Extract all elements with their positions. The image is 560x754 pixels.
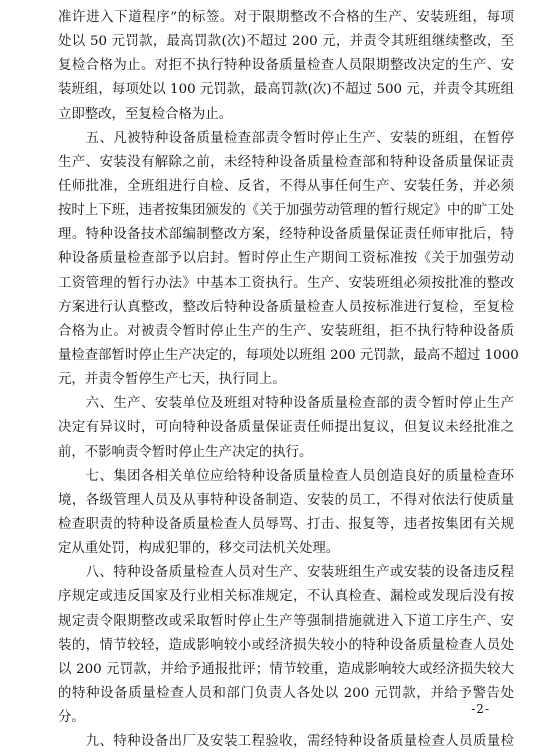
text-line: 决定有异议时，可向特种设备质量保证责任师提出复议，但复议未经批准之 — [58, 420, 514, 436]
text-line: 处以 50 元罚款，最高罚款(次)不超过 200 元，并责令其班组继续整改，至 — [58, 34, 514, 50]
text-line: 复检合格为止。对拒不执行特种设备质量检查人员限期整改决定的生产、安 — [58, 58, 514, 74]
text-line: 合格为止。对被责令暂时停止生产的生产、安装班组，拒不执行特种设备质 — [58, 323, 514, 339]
text-line: 任师批准，全班组进行自检、反省，不得从事任何生产、安装任务，并必须 — [58, 178, 514, 194]
text-line: 的特种设备质量检查人员和部门负责人各处以 200 元罚款，并给予警告处 — [58, 685, 514, 701]
text-line: 理。特种设备技术部编制整改方案，经特种设备质量保证责任师审批后，特 — [58, 227, 514, 243]
paragraph — [58, 465, 514, 562]
text-line: 规定责令限期整改或采取暂时停止生产等强制措施就进入下道工序生产、安 — [58, 613, 514, 629]
text-line: 装班组，每项处以 100 元罚款，最高罚款(次)不超过 500 元，并责令其班组 — [58, 82, 514, 98]
text-line: 立即整改，至复检合格为止。 — [58, 106, 233, 122]
text-line: 分。 — [58, 710, 85, 726]
paragraph — [58, 127, 519, 393]
text-line: 境，各级管理人员及从事特种设备制造、安装的员工，不得对依法行使质量 — [58, 492, 514, 508]
text-line: 生产、安装没有解除之前，未经特种设备质量检查部和特种设备质量保证责 — [58, 154, 514, 170]
page-number: -2- — [471, 702, 490, 716]
text-line: 前，不影响责令暂时停止生产决定的执行。 — [58, 444, 313, 460]
text-line: 八、特种设备质量检查人员对生产、安装班组生产或安装的设备违反程 — [58, 565, 514, 581]
text-line: 定从重处罚，构成犯罪的，移交司法机关处理。 — [58, 541, 340, 557]
text-line: 七、集团各相关单位应给特种设备质量检查人员创造良好的质量检查环 — [58, 468, 514, 484]
text-line: 五、凡被特种设备质量检查部责令暂时停止生产、安装的班组，在暂停 — [58, 130, 514, 146]
text-line: 工资管理的暂行办法》中基本工资执行。生产、安装班组必须按批准的整改 — [58, 275, 514, 291]
text-line: 按时上下班，违者按集团颁发的《关于加强劳动管理的暂行规定》中的旷工处 — [58, 203, 514, 219]
text-line: 量检查部暂时停止生产决定的，每项处以班组 200 元罚款，最高不超过 1000 — [58, 347, 519, 363]
text-line: 以 200 元罚款，并给予通报批评；情节较重，造成影响较大或经济损失较大 — [58, 661, 514, 677]
text-line: 九、特种设备出厂及安装工程验收，需经特种设备质量检查人员质量检 — [58, 734, 514, 750]
text-line: 元，并责令暂停生产七天，执行同上。 — [58, 372, 286, 388]
text-line: 序规定或违反国家及行业相关标准规定，不认真检查、漏检或发现后没有按 — [58, 589, 514, 605]
paragraph — [58, 392, 514, 464]
paragraph — [58, 6, 514, 127]
text-line: 准许进入下道程序”的标签。对于限期整改不合格的生产、安装班组，每项 — [58, 10, 514, 25]
paragraph — [58, 561, 514, 730]
text-line: 种设备质量检查部予以启封。暂时停止生产期间工资标准按《关于加强劳动 — [58, 251, 514, 267]
text-line: 方案进行认真整改，整改后特种设备质量检查人员按标准进行复检，至复检 — [58, 299, 514, 315]
paragraph — [58, 730, 514, 754]
text-line: 六、生产、安装单位及班组对特种设备质量检查部的责令暂时停止生产 — [58, 396, 514, 412]
text-line: 装的，情节较轻，造成影响较小或经济损失较小的特种设备质量检查人员处 — [58, 637, 514, 653]
text-line: 检查职责的特种设备质量检查人员辱骂、打击、报复等，违者按集团有关规 — [58, 516, 514, 532]
document-body — [58, 6, 519, 754]
